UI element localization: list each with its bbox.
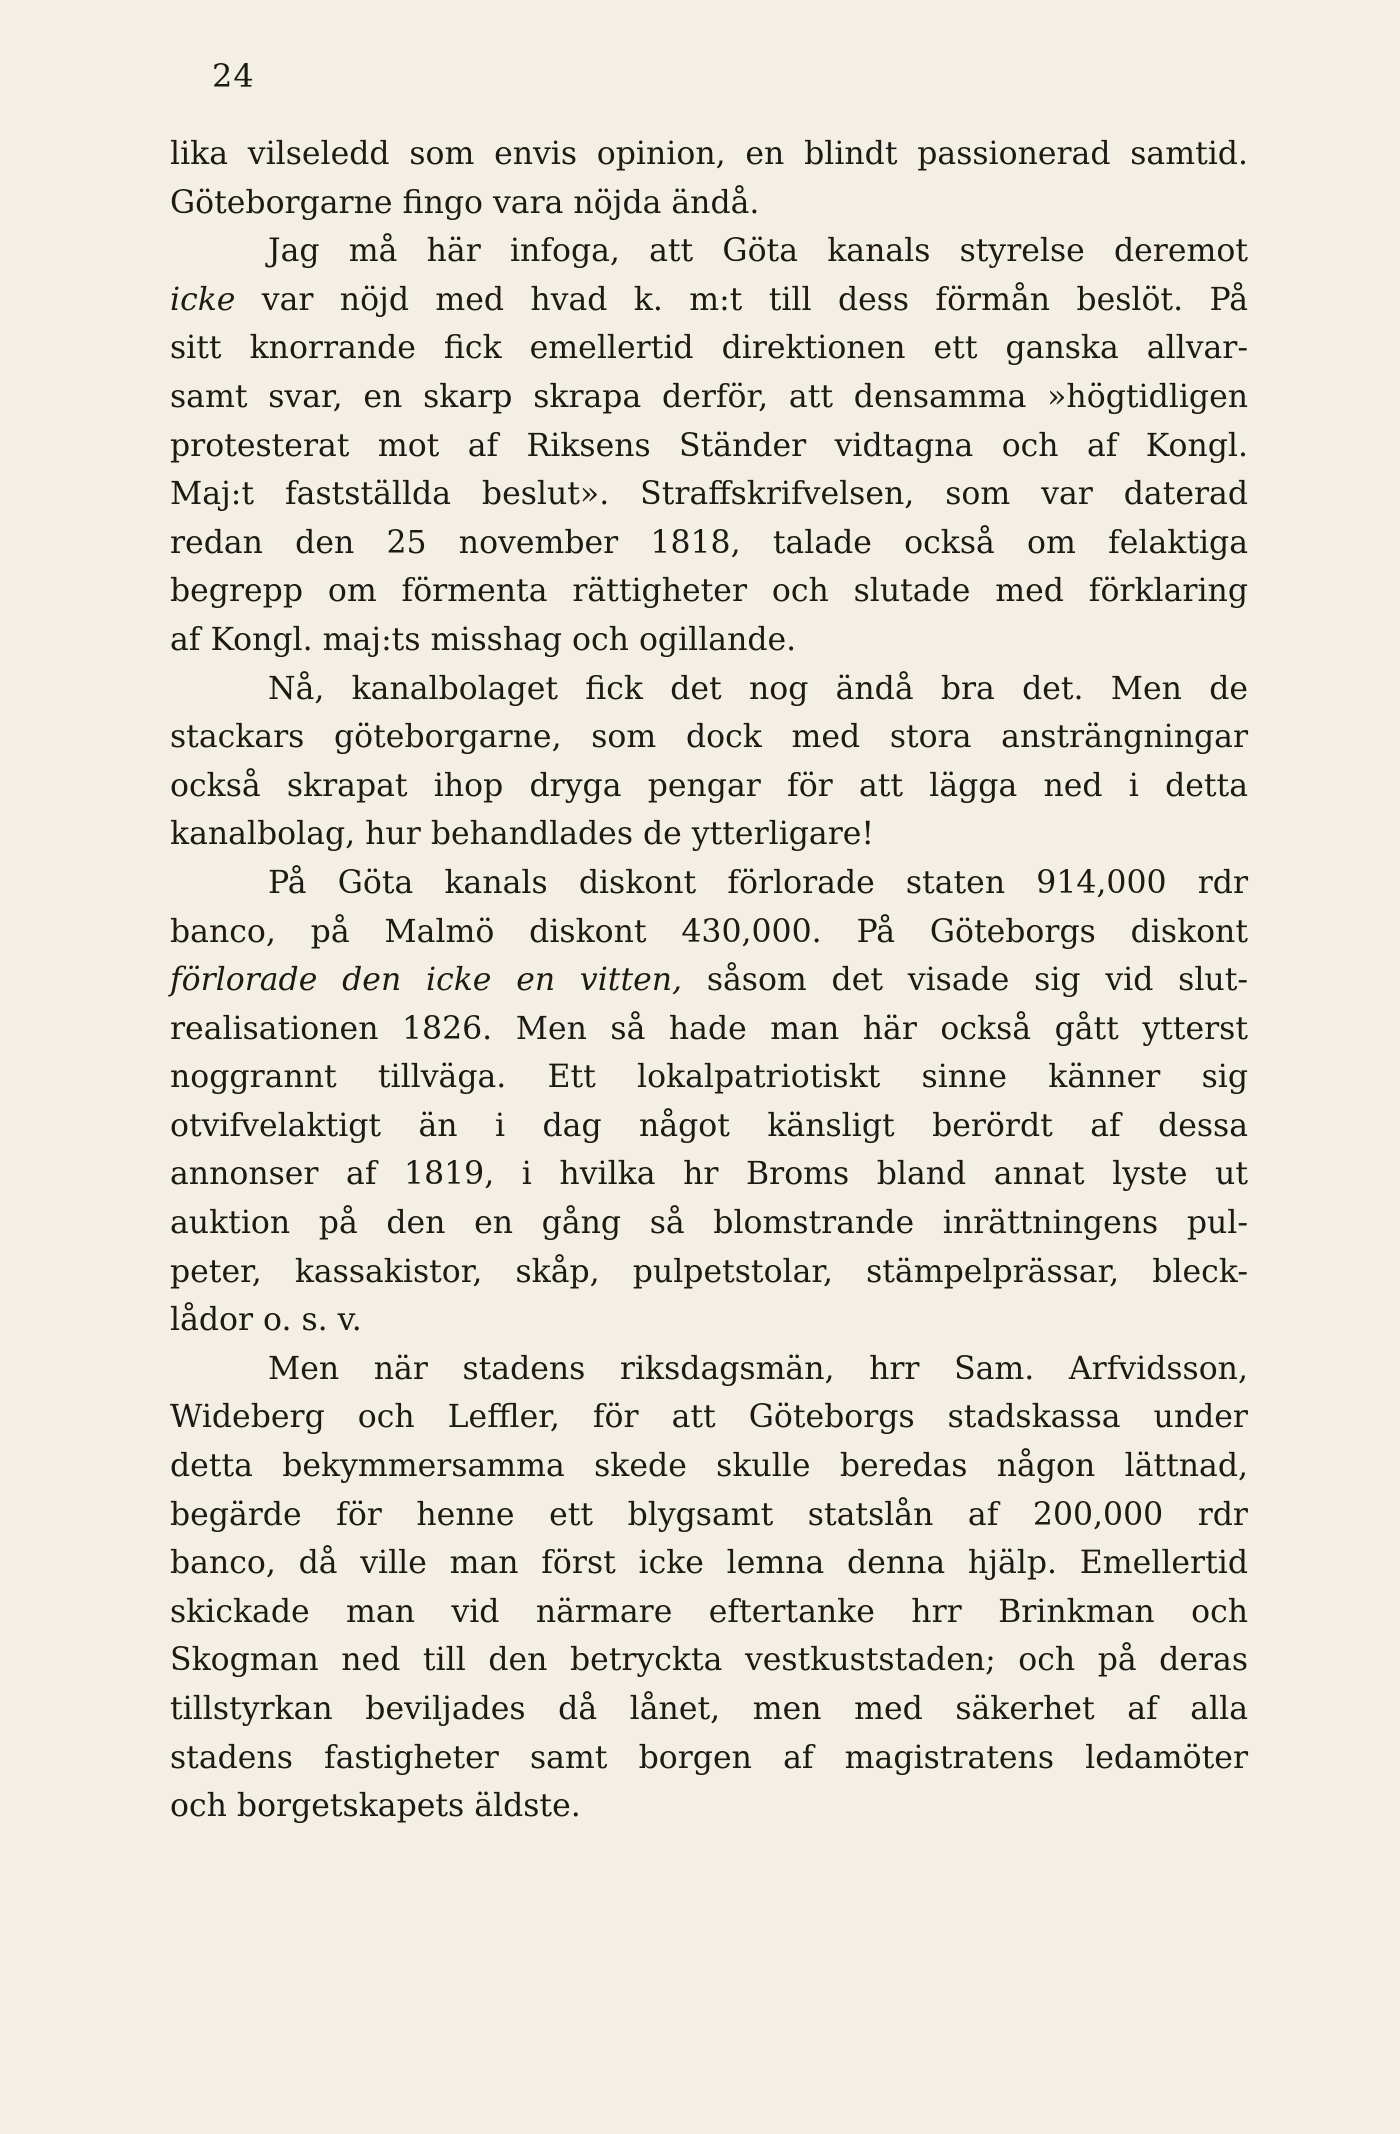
text-line xyxy=(170,1005,1248,1054)
text-run: annonser af 1819, i hvilka hr Broms bland annat lyste ut xyxy=(170,1156,1248,1193)
text-line xyxy=(170,762,1248,811)
text-line xyxy=(170,810,1248,859)
text-line xyxy=(170,1685,1248,1734)
text-run: var nöjd med hvad k. m:t till dess förmån beslöt. På xyxy=(235,281,1248,318)
text-run: tillstyrkan beviljades då lånet, men med säkerhet af alla xyxy=(170,1691,1248,1727)
text-run: Göteborgarne fingo vara nöjda ändå. xyxy=(170,184,760,221)
text-run: peter, kassakistor, skåp, pulpetstolar, stämpelprässar, bleck- xyxy=(170,1253,1248,1290)
text-line xyxy=(170,1296,1248,1345)
text-run: stadens fastigheter samt borgen af magistratens ledamöter xyxy=(170,1739,1248,1776)
text-line xyxy=(170,1150,1248,1199)
text-run: Wideberg och Leffler, för att Göteborgs stadskassa under xyxy=(170,1399,1248,1436)
text-run: Jag må här infoga, att Göta kanals styrelse deremot xyxy=(268,233,1248,270)
text-run: protesterat mot af Riksens Ständer vidtagna och af Kongl. xyxy=(170,427,1248,464)
text-run: banco, på Malmö diskont 430,000. På Göteborgs diskont xyxy=(170,913,1248,950)
text-run: Men när stadens riksdagsmän, hrr Sam. Arfvidsson, xyxy=(268,1350,1248,1387)
text-run: också skrapat ihop dryga pengar för att lägga ned i detta xyxy=(170,767,1248,804)
text-run: stackars göteborgarne, som dock med stora ansträngningar xyxy=(170,719,1248,756)
text-line xyxy=(170,470,1248,519)
text-run: sitt knorrande fick emellertid direktionen ett ganska allvar- xyxy=(170,330,1248,367)
text-line xyxy=(170,1782,1248,1831)
text-run: begärde för henne ett blygsamt statslån af 200,000 rdr xyxy=(170,1496,1248,1533)
text-line xyxy=(170,665,1248,714)
text-run: noggrannt tillväga. Ett lokalpatriotiskt sinne känner sig xyxy=(170,1059,1248,1096)
text-line xyxy=(170,567,1248,616)
text-line xyxy=(170,324,1248,373)
text-line xyxy=(170,1734,1248,1783)
text-run: af Kongl. maj:ts misshag och ogillande. xyxy=(170,621,797,658)
text-line xyxy=(170,1491,1248,1540)
text-line xyxy=(170,179,1248,228)
text-line xyxy=(170,1636,1248,1685)
text-run: redan den 25 november 1818, talade också om felaktiga xyxy=(170,524,1248,561)
text-line xyxy=(170,1053,1248,1102)
text-line xyxy=(170,713,1248,762)
body-text xyxy=(170,130,1248,1831)
text-run: banco, då ville man först icke lemna denna hjälp. Emellertid xyxy=(170,1545,1248,1582)
text-line xyxy=(170,130,1248,179)
text-run: otvifvelaktigt än i dag något känsligt berördt af dessa xyxy=(170,1107,1248,1144)
italic-text: icke xyxy=(170,281,236,318)
text-run: såsom det visade sig vid slut- xyxy=(682,962,1248,999)
text-line xyxy=(170,1102,1248,1151)
text-line xyxy=(170,1345,1248,1394)
text-line xyxy=(170,1199,1248,1248)
text-run: lika vilseledd som envis opinion, en blindt passionerad samtid. xyxy=(170,136,1248,172)
text-run: samt svar, en skarp skrapa derför, att densamma »högtidligen xyxy=(170,378,1248,415)
text-line xyxy=(170,422,1248,471)
text-line xyxy=(170,227,1248,276)
text-run: lådor o. s. v. xyxy=(170,1302,362,1339)
text-line xyxy=(170,1393,1248,1442)
text-run: realisationen 1826. Men så hade man här också gått ytterst xyxy=(170,1010,1248,1047)
text-run: begrepp om förmenta rättigheter och slutade med förklaring xyxy=(170,573,1248,610)
text-line xyxy=(170,908,1248,957)
text-run: skickade man vid närmare eftertanke hrr Brinkman och xyxy=(170,1593,1248,1630)
text-run: På Göta kanals diskont förlorade staten 914,000 rdr xyxy=(268,864,1248,901)
text-line xyxy=(170,276,1248,325)
text-run: auktion på den en gång så blomstrande inrättningens pul- xyxy=(170,1205,1248,1242)
text-line xyxy=(170,956,1248,1005)
text-line xyxy=(170,373,1248,422)
text-line xyxy=(170,1248,1248,1297)
text-line xyxy=(170,859,1248,908)
text-line xyxy=(170,1539,1248,1588)
text-run: kanalbolag, hur behandlades de ytterligare! xyxy=(170,816,875,853)
text-line xyxy=(170,1588,1248,1637)
text-line xyxy=(170,616,1248,665)
text-line xyxy=(170,1442,1248,1491)
text-run: och borgetskapets äldste. xyxy=(170,1788,581,1825)
text-run: Nå, kanalbolaget fick det nog ändå bra det. Men de xyxy=(268,670,1248,707)
text-line xyxy=(170,519,1248,568)
page-number: 24 xyxy=(212,57,255,95)
text-run: Skogman ned till den betryckta vestkuststaden; och på deras xyxy=(170,1642,1248,1679)
text-run: detta bekymmersamma skede skulle beredas någon lättnad, xyxy=(170,1448,1248,1485)
text-run: Maj:t fastställda beslut». Straffskrifvelsen, som var daterad xyxy=(170,476,1248,513)
italic-text: förlorade den icke en vitten, xyxy=(170,962,683,999)
